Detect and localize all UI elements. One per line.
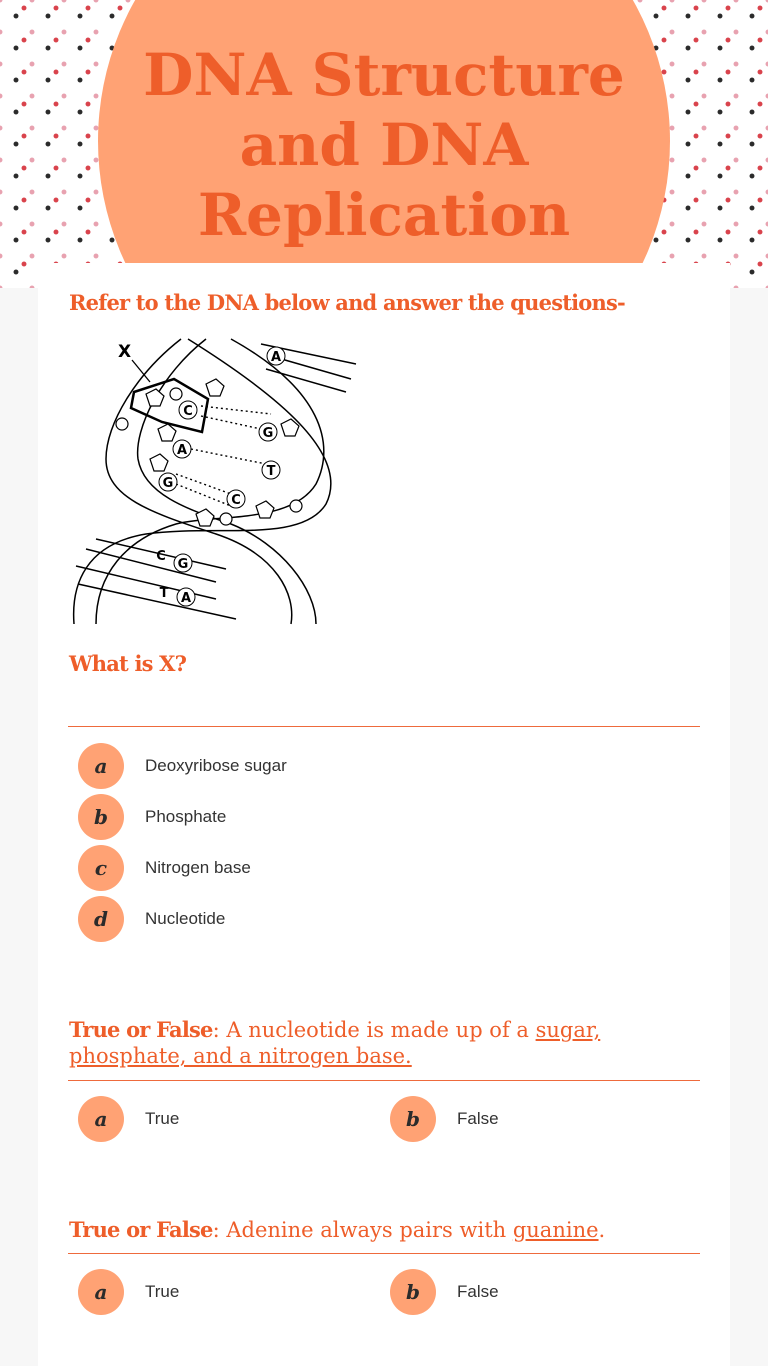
question2-option-a[interactable] (78, 1096, 179, 1142)
question3-option-a[interactable] (78, 1269, 179, 1315)
question2-prefix: True or False (69, 1017, 213, 1042)
option-badge-a: a (78, 1096, 124, 1142)
question3-underlined: guanine (512, 1218, 599, 1242)
question1-option-c[interactable] (78, 845, 251, 891)
base-label: G (177, 557, 189, 572)
question1-option-a[interactable] (78, 743, 287, 789)
option-badge-b: b (390, 1269, 436, 1315)
option-badge-c: c (78, 845, 124, 891)
option-text: True (145, 1109, 180, 1128)
question2-underlined: sugar, phosphate, and a nitrogen base. (69, 1018, 601, 1068)
option-badge-b: b (78, 794, 124, 840)
option-text: Deoxyribose sugar (145, 756, 287, 775)
answer-line (68, 726, 700, 727)
question3-end: . (598, 1218, 606, 1242)
base-label: G (262, 426, 274, 441)
base-label: A (270, 350, 282, 365)
option-text: False (457, 1282, 499, 1301)
option-text: Nucleotide (145, 909, 226, 928)
option-badge-b: b (390, 1096, 436, 1142)
intro-text: Refer to the DNA below and answer the questions- (69, 290, 625, 315)
base-label: C (183, 404, 193, 419)
diagram-label-x: X (118, 342, 132, 362)
question2-body: : A nucleotide is made up of a (212, 1018, 536, 1042)
base-label: T (159, 586, 169, 601)
base-label: A (176, 443, 188, 458)
header-banner (0, 0, 768, 288)
option-text: False (457, 1109, 499, 1128)
dna-diagram (66, 334, 366, 626)
question2-option-b[interactable] (390, 1096, 499, 1142)
answer-line (68, 1253, 700, 1254)
base-label: G (162, 476, 174, 491)
option-text: True (145, 1282, 180, 1301)
question1-option-d[interactable] (78, 896, 225, 942)
question3-option-b[interactable] (390, 1269, 499, 1315)
option-text: Nitrogen base (145, 858, 251, 877)
option-badge-a: a (78, 743, 124, 789)
base-label: T (266, 464, 276, 479)
question1-option-b[interactable] (78, 794, 226, 840)
base-label: C (231, 493, 241, 508)
question1-title: What is X? (69, 651, 187, 676)
question3-text (69, 1217, 709, 1243)
question2-text (69, 1017, 709, 1069)
option-badge-a: a (78, 1269, 124, 1315)
base-label: C (156, 549, 166, 564)
answer-line (68, 1080, 700, 1081)
page-title: DNA Structure and DNA Replication (143, 41, 625, 249)
question3-body: : Adenine always pairs with (212, 1218, 513, 1242)
option-text: Phosphate (145, 807, 227, 826)
base-label: A (180, 591, 192, 606)
option-badge-d: d (78, 896, 124, 942)
question3-prefix: True or False (69, 1217, 213, 1242)
